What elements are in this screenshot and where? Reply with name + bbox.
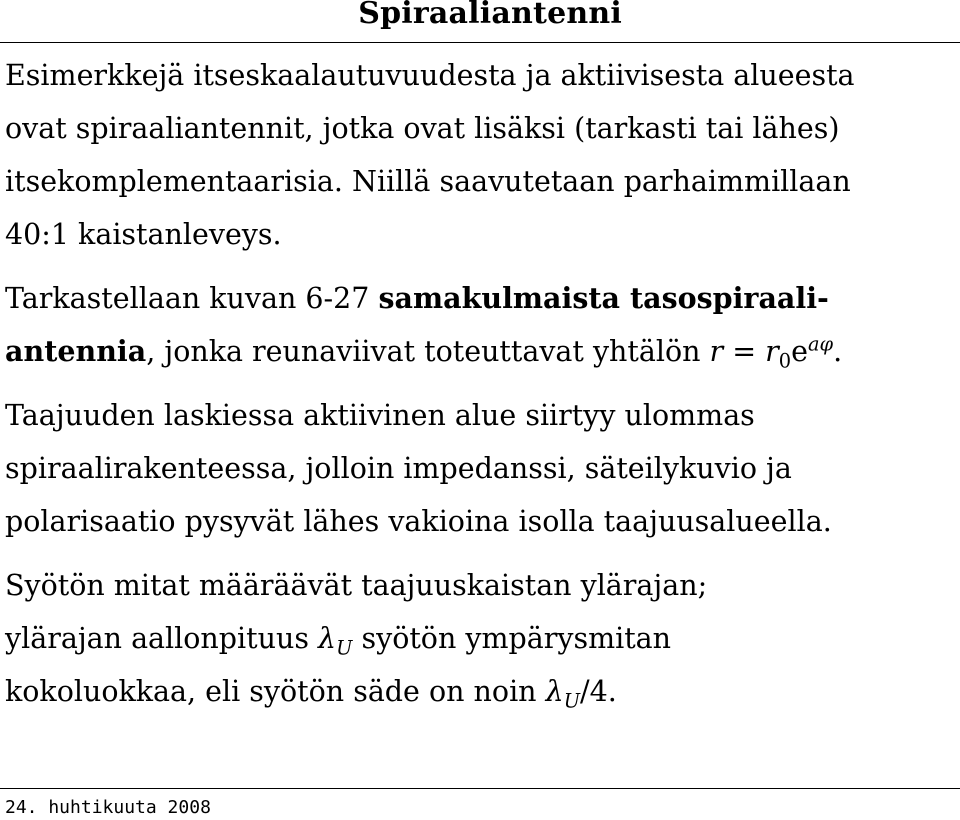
footer-date: 24. huhtikuuta 2008 xyxy=(5,797,211,818)
paragraph-line: polarisaatio pysyvät lähes vakioina isolla taajuusalueella. xyxy=(5,505,832,538)
wavelength-symbol xyxy=(318,622,353,660)
text-run: syötön ympärysmitan xyxy=(352,622,672,655)
text-run: . xyxy=(833,335,843,368)
text-run: kokoluokkaa, eli syötön säde on noin xyxy=(5,675,546,708)
paragraph-line xyxy=(5,665,953,718)
paragraph-line: 40:1 kaistanleveys. xyxy=(5,218,282,251)
math-subscript: 0 xyxy=(778,349,792,373)
paragraph-4 xyxy=(5,559,953,718)
math-subscript: U xyxy=(336,636,353,660)
spiral-equation xyxy=(709,332,834,373)
math-subscript: U xyxy=(563,689,581,713)
page-title: Spiraaliantenni xyxy=(358,0,622,31)
math-exponent: aφ xyxy=(807,332,834,356)
paragraph-line xyxy=(5,272,953,325)
text-run: ylärajan aallonpituus xyxy=(5,622,318,655)
title-divider xyxy=(0,42,960,43)
paragraph-line: itsekomplementaarisia. Niillä saavutetaan parhaimmillaan xyxy=(5,165,851,198)
math-variable: λ xyxy=(318,622,337,655)
paragraph-line xyxy=(5,325,953,378)
math-variable: r xyxy=(765,335,779,368)
paragraph-1 xyxy=(5,49,953,261)
math-variable: r xyxy=(709,335,724,368)
paragraph-3 xyxy=(5,389,953,548)
math-constant: e xyxy=(791,335,808,368)
paragraph-line: Taajuuden laskiessa aktiivinen alue siirtyy ulommas xyxy=(5,399,755,432)
bold-term: antennia xyxy=(5,334,147,368)
paragraph-line xyxy=(5,612,953,665)
slide-body xyxy=(5,49,953,718)
bold-term: samakulmaista tasospiraali- xyxy=(378,281,829,315)
paragraph-line: Syötön mitat määräävät taajuuskaistan ylärajan; xyxy=(5,569,708,602)
text-run: , jonka reunaviivat toteuttavat yhtälön xyxy=(146,335,710,368)
paragraph-line: Esimerkkejä itseskaalautuvuudesta ja aktiivisesta alueesta xyxy=(5,59,855,92)
wavelength-symbol xyxy=(545,675,581,713)
paragraph-line: ovat spiraaliantennit, jotka ovat lisäksi (tarkasti tai lähes) xyxy=(5,112,840,145)
paragraph-2 xyxy=(5,272,953,378)
text-run: Tarkastellaan kuvan 6-27 xyxy=(5,282,379,315)
paragraph-line: spiraalirakenteessa, jolloin impedanssi, säteilykuvio ja xyxy=(5,452,792,485)
footer-divider xyxy=(0,788,960,789)
math-operator: = xyxy=(723,335,766,368)
text-run: /4. xyxy=(580,675,617,708)
math-variable: λ xyxy=(545,675,564,708)
